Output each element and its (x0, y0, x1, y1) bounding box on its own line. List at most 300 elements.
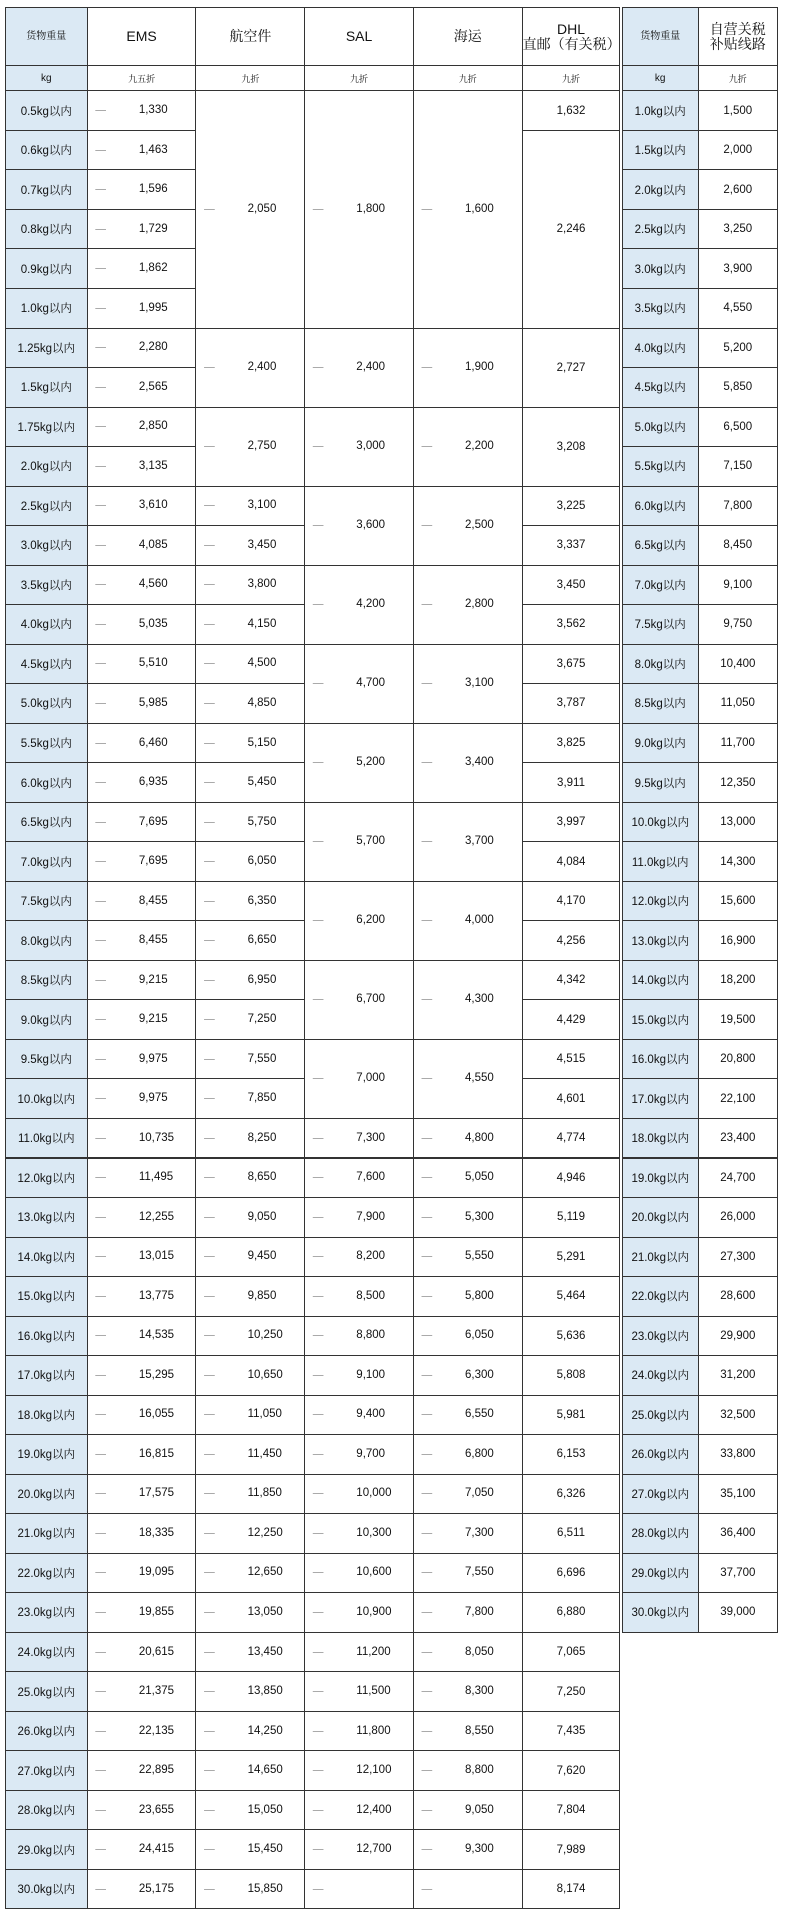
ems-price-cell-value: 1,330 (138, 104, 168, 117)
original-price-struck: ─── (204, 859, 215, 866)
col-subheader-sea-text: 九折 (458, 73, 477, 84)
original-price-struck: ─── (421, 1530, 433, 1537)
original-price-struck: ─── (95, 1175, 106, 1182)
weight-cell (5, 644, 88, 685)
air-price-cell (195, 999, 305, 1040)
air-price-cell-value: 9,850 (247, 1289, 277, 1302)
original-price-struck: ─── (204, 1886, 215, 1893)
ems-price-cell (87, 1276, 197, 1317)
original-price-struck: ─── (95, 621, 106, 628)
ems-price-cell (87, 1869, 197, 1909)
sal-price-cell-value: 1,800 (356, 202, 386, 215)
rt-weight-cell-text: 24.0kg以内 (631, 1370, 689, 1383)
rt-price-cell-text: 6,500 (723, 420, 753, 433)
rt-price-cell (698, 1395, 778, 1436)
sal-price-cell-value: 4,200 (356, 598, 386, 611)
original-price-struck: ─── (95, 305, 106, 312)
rt-price-cell-text: 8,450 (723, 539, 753, 552)
weight-cell-text: 30.0kg以内 (17, 1884, 76, 1897)
ems-price-cell (87, 1592, 197, 1633)
weight-cell (5, 1750, 88, 1791)
rt-price-cell-text: 27,300 (720, 1250, 756, 1263)
air-price-cell (195, 881, 305, 922)
ems-price-cell (87, 367, 197, 408)
dhl-price-cell (522, 1829, 621, 1870)
sea-price-cell (413, 1750, 523, 1791)
air-price-cell (195, 723, 305, 764)
original-price-struck: ─── (95, 345, 106, 352)
original-price-struck: ─── (312, 760, 324, 767)
sal-price-cell (304, 328, 414, 408)
original-price-struck: ─── (312, 1530, 324, 1537)
original-price-struck: ─── (95, 819, 106, 826)
ems-price-cell (87, 1316, 197, 1357)
weight-cell (5, 1237, 88, 1278)
original-price-struck: ─── (312, 444, 324, 451)
original-price-struck: ─── (204, 542, 215, 549)
rt-price-cell-text: 18,200 (720, 974, 756, 987)
ems-price-cell-value: 2,280 (138, 341, 168, 354)
original-price-struck: ─── (95, 780, 106, 787)
original-price-struck: ─── (204, 1214, 215, 1221)
sea-price-cell (413, 1237, 523, 1278)
air-price-cell-value: 13,450 (247, 1645, 283, 1658)
original-price-struck: ─── (95, 384, 106, 391)
sea-price-cell-value: 4,800 (465, 1131, 494, 1144)
original-price-struck: ─── (204, 661, 215, 668)
ems-price-cell (87, 525, 197, 566)
sal-price-cell (304, 1553, 414, 1594)
air-price-cell-value: 15,050 (247, 1803, 283, 1816)
original-price-struck: ─── (312, 681, 324, 688)
rt-price-cell-text: 7,150 (723, 460, 753, 473)
original-price-struck: ─── (95, 1293, 106, 1300)
weight-cell-text: 12.0kg以内 (17, 1172, 76, 1185)
ems-price-cell (87, 604, 197, 645)
sal-price-cell-value: 9,100 (356, 1368, 386, 1381)
col-header-weight (5, 7, 88, 65)
weight-cell (5, 407, 88, 448)
rt-price-cell-text: 12,350 (720, 776, 756, 789)
original-price-struck: ─── (421, 1076, 433, 1083)
ems-price-cell-value: 1,596 (138, 183, 168, 196)
original-price-struck: ─── (95, 977, 106, 984)
ems-price-cell-value: 24,415 (138, 1843, 175, 1856)
original-price-struck: ─── (95, 1056, 106, 1063)
air-price-cell-value: 7,250 (247, 1013, 277, 1026)
weight-cell (5, 367, 88, 408)
weight-cell-text: 18.0kg以内 (17, 1409, 76, 1422)
original-price-struck: ─── (95, 226, 106, 233)
col-subheader-air-text: 九折 (241, 73, 260, 84)
air-price-cell (195, 407, 305, 487)
ems-price-cell-value: 21,375 (138, 1685, 175, 1698)
rt-weight-cell-text: 22.0kg以内 (631, 1291, 689, 1304)
rt-price-cell (698, 1237, 778, 1278)
col-header-air-text: 航空件 (229, 28, 272, 45)
original-price-struck: ─── (95, 1372, 106, 1379)
original-price-struck: ─── (421, 444, 433, 451)
sal-price-cell (304, 565, 414, 645)
sal-price-cell (304, 723, 414, 803)
ems-price-cell (87, 446, 197, 487)
dhl-price-cell-text: 4,084 (556, 855, 586, 868)
sal-price-cell (304, 90, 414, 328)
air-price-cell (195, 1078, 305, 1119)
rt-price-cell-text: 15,600 (720, 895, 756, 908)
air-price-cell-value: 3,100 (247, 499, 277, 512)
sal-price-cell-value: 11,800 (356, 1724, 391, 1737)
ems-price-cell-value: 2,850 (138, 420, 168, 433)
original-price-struck: ─── (95, 424, 106, 431)
weight-cell (5, 1078, 88, 1119)
rt-weight-cell-text: 14.0kg以内 (631, 975, 689, 988)
ems-price-cell-value: 4,085 (138, 538, 168, 551)
rt-price-cell (698, 960, 778, 1001)
sea-price-cell (413, 90, 523, 328)
dhl-price-cell-text: 5,464 (556, 1290, 586, 1303)
sea-price-cell-value: 2,200 (465, 440, 494, 453)
ems-price-cell (87, 1078, 197, 1119)
air-price-cell-value: 10,250 (247, 1329, 283, 1342)
weight-cell (5, 1592, 88, 1633)
rt-price-cell-text: 14,300 (720, 855, 756, 868)
ems-price-cell-value: 9,975 (138, 1052, 168, 1065)
ems-price-cell-value: 1,463 (138, 143, 168, 156)
original-price-struck: ─── (204, 938, 215, 945)
rt-price-cell-text: 35,100 (720, 1487, 756, 1500)
air-price-cell (195, 920, 305, 961)
sea-price-cell (413, 1355, 523, 1396)
rt-price-cell-text: 5,850 (723, 381, 753, 394)
ems-price-cell-value: 16,055 (138, 1408, 175, 1421)
rt-price-cell-text: 31,200 (720, 1369, 756, 1382)
sea-price-cell (413, 407, 523, 487)
original-price-struck: ─── (204, 1096, 215, 1103)
original-price-struck: ─── (421, 1333, 433, 1340)
col-subheader-weight-text: kg (41, 72, 52, 84)
dhl-price-cell (522, 1316, 621, 1357)
sal-price-cell (304, 1671, 414, 1712)
weight-cell-text: 4.0kg以内 (20, 619, 72, 632)
rt-weight-cell (622, 723, 699, 764)
sal-price-cell (304, 1434, 414, 1475)
sal-price-cell (304, 1316, 414, 1357)
rt-price-cell (698, 644, 778, 685)
original-price-struck: ─── (204, 1807, 215, 1814)
air-price-cell (195, 1237, 305, 1278)
sea-price-cell (413, 1790, 523, 1831)
weight-cell-text: 9.0kg以内 (20, 1014, 72, 1027)
dhl-price-cell-text: 7,435 (556, 1725, 586, 1738)
weight-cell (5, 169, 88, 210)
sal-price-cell-value: 10,300 (356, 1526, 392, 1539)
original-price-struck: ─── (421, 1728, 433, 1735)
original-price-struck: ─── (421, 1689, 433, 1696)
rt-weight-cell-text: 19.0kg以内 (631, 1172, 689, 1185)
rt-weight-cell (622, 1513, 699, 1554)
ems-price-cell-value: 13,015 (138, 1250, 175, 1263)
original-price-struck: ─── (312, 1609, 324, 1616)
dhl-price-cell (522, 1711, 621, 1752)
dhl-price-cell (522, 683, 621, 724)
rt-price-cell-text: 39,000 (720, 1606, 756, 1619)
rt-price-cell-text: 5,200 (723, 341, 753, 354)
rt-weight-cell (622, 1592, 699, 1633)
original-price-struck: ─── (95, 1609, 106, 1616)
rt-weight-cell (622, 644, 699, 685)
rt-weight-cell-text: 29.0kg以内 (631, 1567, 689, 1580)
dhl-price-cell-text: 3,450 (556, 578, 586, 591)
original-price-struck: ─── (312, 1175, 324, 1182)
rt-weight-cell-text: 1.0kg以内 (634, 105, 686, 118)
original-price-struck: ─── (204, 1530, 215, 1537)
sal-price-cell (304, 1197, 414, 1238)
ems-price-cell-value: 1,995 (138, 301, 168, 314)
rt-col-header-subsidy-text: 自营关税 补贴线路 (709, 20, 766, 52)
ems-price-cell-value: 1,862 (138, 262, 168, 275)
rt-price-cell (698, 1553, 778, 1594)
sal-price-cell (304, 1869, 414, 1909)
original-price-struck: ─── (421, 1609, 433, 1616)
rt-weight-cell (622, 367, 699, 408)
ems-price-cell (87, 1474, 197, 1515)
weight-cell-text: 11.0kg以内 (17, 1133, 75, 1146)
original-price-struck: ─── (312, 839, 324, 846)
weight-cell-text: 3.0kg以内 (20, 540, 72, 553)
original-price-struck: ─── (204, 1649, 215, 1656)
original-price-struck: ─── (95, 147, 106, 154)
ems-price-cell-value: 20,615 (138, 1645, 175, 1658)
col-header-air (195, 7, 305, 65)
air-price-cell-value: 5,750 (247, 815, 277, 828)
ems-price-cell-value: 8,455 (138, 894, 168, 907)
weight-cell-text: 0.5kg以内 (20, 105, 72, 118)
ems-price-cell-value: 22,895 (138, 1764, 175, 1777)
sea-price-cell (413, 1829, 523, 1870)
original-price-struck: ─── (421, 1372, 433, 1379)
sal-price-cell-value: 8,200 (356, 1250, 386, 1263)
original-price-struck: ─── (204, 1412, 215, 1419)
ems-price-cell-value: 8,455 (138, 934, 168, 947)
weight-cell (5, 1118, 88, 1159)
original-price-struck: ─── (204, 780, 215, 787)
rt-price-cell (698, 802, 778, 843)
ems-price-cell (87, 1237, 197, 1278)
dhl-price-cell (522, 486, 621, 527)
weight-cell (5, 1434, 88, 1475)
dhl-price-cell-text: 3,225 (556, 499, 586, 512)
rt-weight-cell (622, 1237, 699, 1278)
sal-price-cell-value: 3,600 (356, 519, 386, 532)
rt-weight-cell-text: 3.0kg以内 (634, 263, 686, 276)
weight-cell-text: 22.0kg以内 (17, 1567, 76, 1580)
sal-price-cell-value: 2,400 (356, 361, 386, 374)
original-price-struck: ─── (312, 1886, 324, 1893)
original-price-struck: ─── (421, 1649, 433, 1656)
original-price-struck: ─── (95, 1214, 106, 1221)
sea-price-cell-value: 6,300 (465, 1368, 494, 1381)
sea-price-cell-value: 3,400 (465, 756, 494, 769)
dhl-price-cell-text: 2,246 (556, 223, 586, 236)
rt-weight-cell (622, 209, 699, 250)
rt-price-cell-text: 3,900 (723, 262, 753, 275)
sal-price-cell-value: 7,900 (356, 1210, 386, 1223)
ems-price-cell-value: 3,135 (138, 459, 168, 472)
weight-cell-text: 21.0kg以内 (17, 1528, 76, 1541)
rt-col-subheader-subsidy-text: 九折 (728, 73, 747, 84)
ems-price-cell (87, 1790, 197, 1831)
original-price-struck: ─── (421, 839, 433, 846)
air-price-cell (195, 525, 305, 566)
sea-price-cell (413, 1592, 523, 1633)
dhl-price-cell (522, 525, 621, 566)
sal-price-cell (304, 644, 414, 724)
weight-cell-text: 8.5kg以内 (20, 975, 72, 988)
rt-price-cell (698, 762, 778, 803)
air-price-cell-value: 6,050 (247, 855, 277, 868)
weight-cell-text: 14.0kg以内 (17, 1251, 76, 1264)
ems-price-cell-value: 7,695 (138, 855, 168, 868)
weight-cell-text: 23.0kg以内 (17, 1607, 76, 1620)
original-price-struck: ─── (204, 1609, 215, 1616)
rt-price-cell-text: 9,750 (723, 618, 753, 631)
weight-cell (5, 1039, 88, 1080)
rt-weight-cell (622, 565, 699, 606)
rt-price-cell-text: 9,100 (723, 578, 753, 591)
original-price-struck: ─── (204, 1175, 215, 1182)
weight-cell-text: 0.9kg以内 (20, 263, 72, 276)
dhl-price-cell-text: 3,911 (557, 776, 585, 789)
dhl-price-cell (522, 1395, 621, 1436)
ems-price-cell (87, 565, 197, 606)
rt-weight-cell (622, 130, 699, 171)
original-price-struck: ─── (421, 1570, 433, 1577)
air-price-cell-value: 11,850 (247, 1487, 282, 1500)
dhl-price-cell-text: 3,787 (556, 697, 586, 710)
original-price-struck: ─── (95, 1768, 106, 1775)
sea-price-cell (413, 1671, 523, 1712)
ems-price-cell (87, 920, 197, 961)
rt-price-cell-text: 10,400 (720, 657, 756, 670)
original-price-struck: ─── (95, 1096, 106, 1103)
dhl-price-cell-text: 3,675 (556, 657, 586, 670)
original-price-struck: ─── (421, 1135, 433, 1142)
rt-weight-cell (622, 1316, 699, 1357)
dhl-price-cell (522, 1039, 621, 1080)
weight-cell (5, 762, 88, 803)
weight-cell-text: 15.0kg以内 (17, 1291, 76, 1304)
sea-price-cell-value: 5,800 (465, 1289, 494, 1302)
rt-price-cell-text: 11,700 (720, 737, 755, 749)
ems-price-cell (87, 1118, 197, 1159)
sal-price-cell-value: 10,900 (356, 1605, 392, 1618)
ems-price-cell-value: 19,095 (138, 1566, 175, 1579)
rt-weight-cell (622, 960, 699, 1001)
rt-weight-cell-text: 23.0kg以内 (631, 1330, 689, 1343)
weight-cell (5, 565, 88, 606)
air-price-cell-value: 5,150 (247, 736, 277, 749)
original-price-struck: ─── (95, 938, 106, 945)
rt-price-cell (698, 1039, 778, 1080)
air-price-cell (195, 1118, 305, 1159)
rt-weight-cell-text: 6.0kg以内 (634, 500, 686, 513)
rt-price-cell (698, 209, 778, 250)
original-price-struck: ─── (204, 1333, 215, 1340)
air-price-cell-value: 12,650 (247, 1566, 283, 1579)
sea-price-cell (413, 1276, 523, 1317)
dhl-price-cell (522, 565, 621, 606)
rt-price-cell-text: 20,800 (720, 1053, 756, 1066)
sal-price-cell-value: 7,000 (356, 1072, 386, 1085)
weight-cell-text: 20.0kg以内 (17, 1488, 76, 1501)
dhl-price-cell (522, 1118, 621, 1159)
rt-weight-cell (622, 169, 699, 210)
rt-weight-cell-text: 4.0kg以内 (634, 342, 686, 355)
sal-price-cell-value: 7,600 (356, 1171, 386, 1184)
dhl-price-cell-text: 7,065 (556, 1646, 586, 1659)
rt-weight-cell (622, 999, 699, 1040)
rt-price-cell-text: 13,000 (720, 816, 756, 829)
dhl-price-cell-text: 5,291 (556, 1250, 586, 1263)
rt-weight-cell (622, 841, 699, 882)
original-price-struck: ─── (421, 206, 433, 213)
dhl-price-cell (522, 881, 621, 922)
rt-price-cell-text: 16,900 (720, 934, 756, 947)
original-price-struck: ─── (421, 1175, 433, 1182)
original-price-struck: ─── (95, 1254, 106, 1261)
sal-price-cell-value: 12,400 (356, 1803, 392, 1816)
ems-price-cell (87, 683, 197, 724)
original-price-struck: ─── (95, 661, 106, 668)
weight-cell (5, 1513, 88, 1554)
dhl-price-cell (522, 960, 621, 1001)
col-header-dhl (522, 7, 621, 65)
air-price-cell (195, 604, 305, 645)
rt-col-subheader-weight (622, 65, 699, 92)
rt-price-cell (698, 604, 778, 645)
weight-cell (5, 1197, 88, 1238)
ems-price-cell-value: 3,610 (138, 499, 168, 512)
dhl-price-cell (522, 802, 621, 843)
air-price-cell-value: 6,650 (247, 934, 277, 947)
dhl-price-cell (522, 1237, 621, 1278)
dhl-price-cell (522, 1197, 621, 1238)
weight-cell-text: 19.0kg以内 (17, 1449, 76, 1462)
original-price-struck: ─── (204, 365, 215, 372)
weight-cell (5, 1316, 88, 1357)
air-price-cell-value: 10,650 (247, 1368, 283, 1381)
original-price-struck: ─── (204, 1847, 215, 1854)
dhl-price-cell (522, 1513, 621, 1554)
air-price-cell (195, 841, 305, 882)
col-subheader-sea (413, 65, 523, 92)
rt-price-cell (698, 683, 778, 724)
rt-price-cell-text: 19,500 (720, 1013, 756, 1026)
rt-col-header-subsidy (698, 7, 778, 65)
sal-price-cell-value: 6,200 (356, 914, 386, 927)
sal-price-cell (304, 1355, 414, 1396)
rt-price-cell (698, 1118, 778, 1159)
ems-price-cell-value: 19,855 (138, 1605, 175, 1618)
original-price-struck: ─── (95, 266, 106, 273)
rt-price-cell (698, 1474, 778, 1515)
weight-cell (5, 1711, 88, 1752)
weight-cell-text: 0.6kg以内 (20, 145, 72, 158)
ems-price-cell (87, 999, 197, 1040)
weight-cell-text: 4.5kg以内 (20, 658, 72, 671)
rt-price-cell-text: 37,700 (720, 1566, 756, 1579)
